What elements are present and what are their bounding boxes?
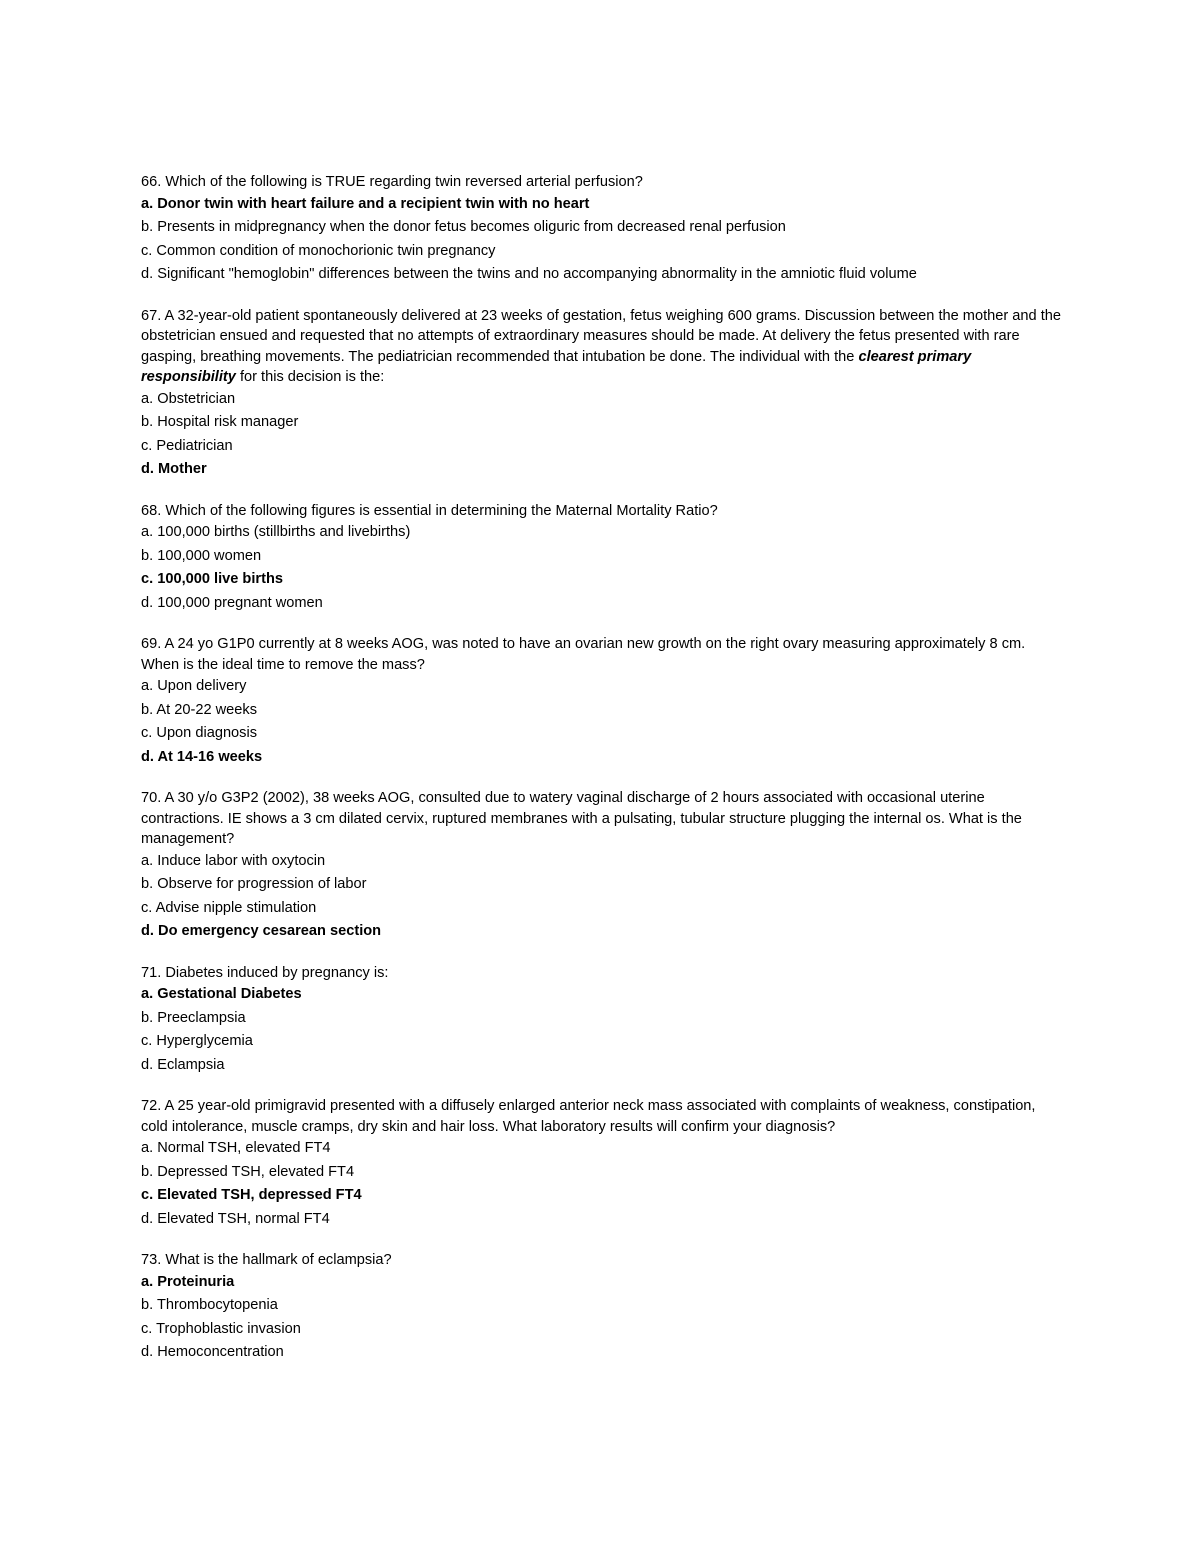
option: d. Eclampsia	[141, 1056, 225, 1073]
question-stem: 70. A 30 y/o G3P2 (2002), 38 weeks AOG, consulted due to watery vaginal discharge of 2 hours associated with occasional uterine contractions. IE shows a 3 cm dilated cervix, ruptured membranes with a pulsating, tubular structure plugging the internal os. What is the management?	[141, 790, 1022, 847]
option: d. 100,000 pregnant women	[141, 594, 323, 611]
option: c. Advise nipple stimulation	[141, 899, 317, 916]
option: a. Donor twin with heart failure and a recipient twin with no heart	[141, 195, 590, 212]
option: c. Common condition of monochorionic twin pregnancy	[141, 242, 496, 259]
option: c. Upon diagnosis	[141, 725, 258, 741]
option: c. Hyperglycemia	[141, 1033, 253, 1049]
question-67	[141, 306, 1061, 482]
question-stem: 69. A 24 yo G1P0 currently at 8 weeks AOG, was noted to have an ovarian new growth on the right ovary measuring approximately 8 cm. When is the ideal time to remove the mass?	[141, 636, 1026, 673]
option: a. Normal TSH, elevated FT4	[141, 1140, 331, 1156]
option: b. At 20-22 weeks	[141, 701, 258, 718]
option: b. Presents in midpregnancy when the donor fetus becomes oliguric from decreased renal perfusion	[141, 219, 786, 235]
option: d. At 14-16 weeks	[141, 748, 263, 765]
option: a. Upon delivery	[141, 678, 247, 694]
question-stem: 66. Which of the following is TRUE regarding twin reversed arterial perfusion?	[141, 174, 643, 190]
question-stem: 73. What is the hallmark of eclampsia?	[141, 1252, 392, 1268]
option: a. Gestational Diabetes	[141, 986, 302, 1002]
option: a. Obstetrician	[141, 390, 236, 407]
question-68	[141, 501, 1061, 616]
option: d. Significant "hemoglobin" differences between the twins and no accompanying abnormality in the amniotic fluid volume	[141, 266, 917, 282]
option: b. Observe for progression of labor	[141, 876, 367, 892]
option: a. Proteinuria	[141, 1273, 235, 1290]
document-page	[141, 172, 1061, 1384]
stem-text: for this decision is the:	[235, 369, 385, 385]
option: b. 100,000 women	[141, 547, 262, 564]
option: b. Depressed TSH, elevated FT4	[141, 1163, 355, 1180]
stem-text: 67. A 32-year-old patient spontaneously delivered at 23 weeks of gestation, fetus weighing 600 grams. Discussion between the mother and the obstetrician ensued and requested that no attempts of extraordinary measures should be made. At delivery the fetus presented with rare gasping, breathing movements. The pediatrician recommended that intubation be done. The individual with the	[141, 307, 1061, 365]
question-72	[141, 1096, 1061, 1231]
option: c. Pediatrician	[141, 437, 233, 454]
question-stem: 71. Diabetes induced by pregnancy is:	[141, 964, 389, 981]
question-69	[141, 634, 1061, 769]
option: d. Mother	[141, 461, 207, 477]
option: b. Preeclampsia	[141, 1009, 246, 1026]
question-66	[141, 172, 1061, 287]
question-stem: 68. Which of the following figures is essential in determining the Maternal Mortality Ratio?	[141, 502, 718, 519]
stem-emphasis: clearest primary responsibility	[141, 348, 972, 385]
option: d. Elevated TSH, normal FT4	[141, 1210, 330, 1227]
option: b. Hospital risk manager	[141, 414, 299, 430]
option: a. 100,000 births (stillbirths and livebirths)	[141, 524, 411, 540]
option: c. 100,000 live births	[141, 571, 283, 587]
option: b. Thrombocytopenia	[141, 1297, 278, 1313]
option: d. Do emergency cesarean section	[141, 923, 382, 939]
option: d. Hemoconcentration	[141, 1344, 284, 1360]
question-stem: 72. A 25 year-old primigravid presented with a diffusely enlarged anterior neck mass associated with complaints of weakness, constipation, cold intolerance, muscle cramps, dry skin and hair loss. What laboratory results will confirm your diagnosis?	[141, 1098, 1036, 1135]
question-70	[141, 788, 1061, 944]
option: c. Elevated TSH, depressed FT4	[141, 1187, 362, 1203]
option: a. Induce labor with oxytocin	[141, 852, 326, 869]
question-73	[141, 1250, 1061, 1365]
question-71	[141, 963, 1061, 1078]
question-stem	[141, 306, 1061, 388]
option: c. Trophoblastic invasion	[141, 1320, 301, 1337]
